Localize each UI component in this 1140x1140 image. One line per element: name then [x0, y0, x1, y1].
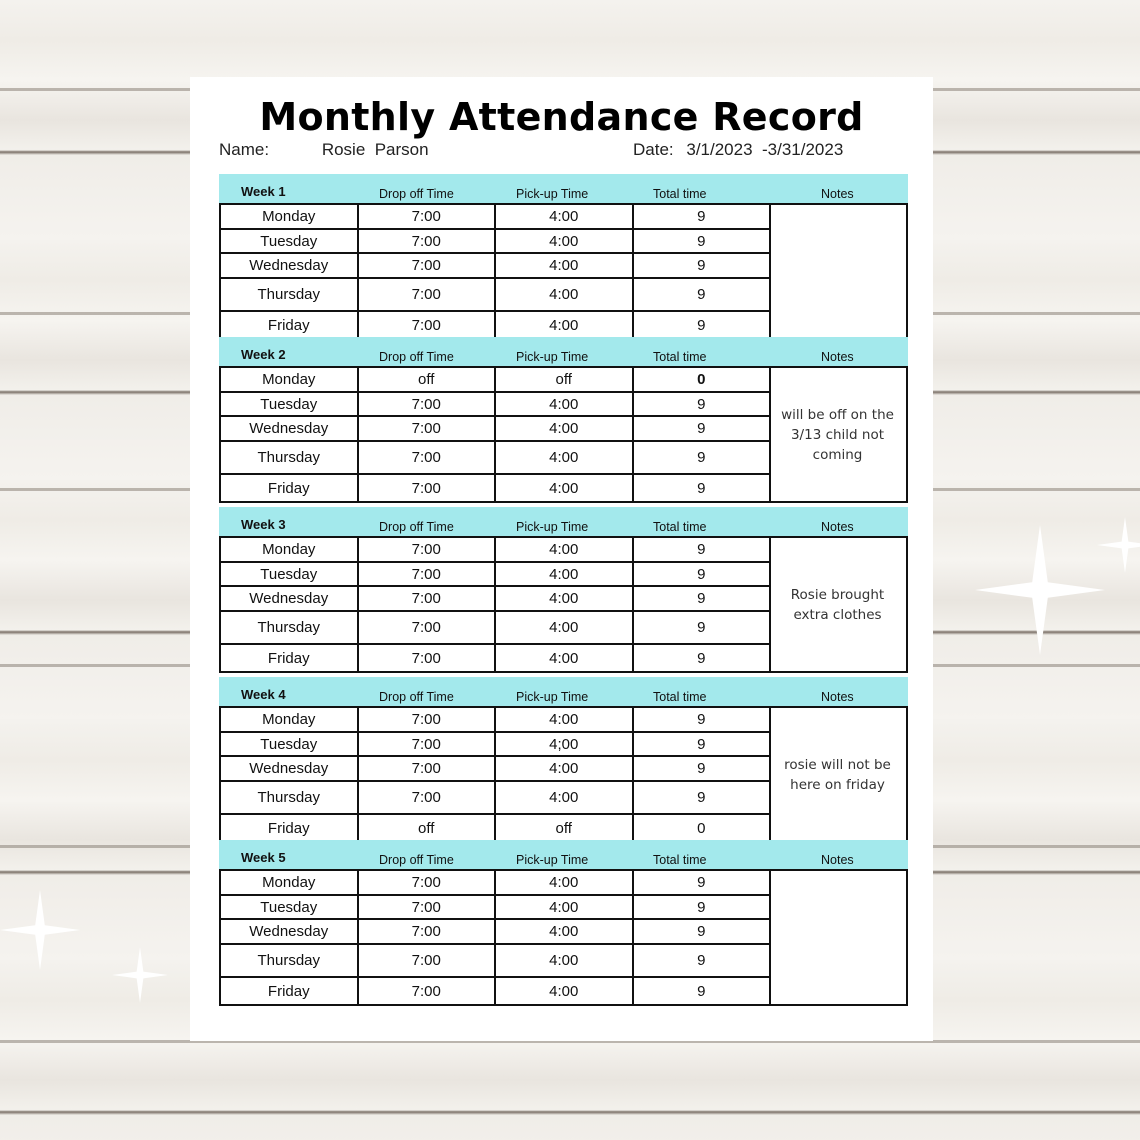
table-row [221, 645, 771, 671]
total-time-cell: 9 [634, 920, 772, 945]
total-time-cell: 9 [634, 312, 772, 338]
table-row [221, 757, 771, 782]
table-row [221, 815, 771, 841]
col-header-pick-up: Pick-up Time [516, 690, 589, 704]
table-row [221, 205, 771, 230]
pick-up-cell: 4:00 [496, 538, 634, 563]
drop-off-cell: 7:00 [359, 733, 497, 757]
col-header-notes: Notes [821, 350, 854, 364]
table-row [221, 563, 771, 587]
date-line [633, 140, 843, 160]
day-cell: Wednesday [221, 417, 359, 442]
pick-up-cell: 4:00 [496, 279, 634, 312]
col-header-total: Total time [653, 853, 707, 867]
total-time-cell: 9 [634, 645, 772, 671]
pick-up-cell: off [496, 815, 634, 841]
pick-up-cell: 4:00 [496, 417, 634, 442]
drop-off-cell: 7:00 [359, 757, 497, 782]
week-section [219, 840, 908, 1006]
notes-cell [769, 205, 906, 338]
week-section [219, 174, 908, 340]
col-header-drop-off: Drop off Time [379, 520, 454, 534]
table-row [221, 708, 771, 733]
attendance-sheet [190, 77, 933, 1041]
drop-off-cell: 7:00 [359, 312, 497, 338]
drop-off-cell: 7:00 [359, 442, 497, 475]
table-row [221, 920, 771, 945]
day-cell: Thursday [221, 279, 359, 312]
table-row [221, 612, 771, 645]
week-label: Week 2 [241, 347, 286, 362]
day-cell: Thursday [221, 782, 359, 815]
total-time-cell: 0 [634, 815, 772, 841]
drop-off-cell: 7:00 [359, 587, 497, 612]
day-cell: Monday [221, 538, 359, 563]
week-label: Week 5 [241, 850, 286, 865]
week-table [219, 706, 908, 843]
total-time-cell: 9 [634, 563, 772, 587]
week-header [219, 174, 908, 203]
drop-off-cell: 7:00 [359, 563, 497, 587]
total-time-cell: 9 [634, 587, 772, 612]
week-header [219, 677, 908, 706]
pick-up-cell: 4:00 [496, 782, 634, 815]
pick-up-cell: 4:00 [496, 475, 634, 501]
drop-off-cell: 7:00 [359, 978, 497, 1004]
week-section [219, 337, 908, 503]
drop-off-cell: 7:00 [359, 612, 497, 645]
col-header-pick-up: Pick-up Time [516, 187, 589, 201]
col-header-drop-off: Drop off Time [379, 690, 454, 704]
drop-off-cell: 7:00 [359, 279, 497, 312]
day-cell: Thursday [221, 945, 359, 978]
total-time-cell: 9 [634, 417, 772, 442]
pick-up-cell: off [496, 368, 634, 393]
total-time-cell: 9 [634, 230, 772, 254]
pick-up-cell: 4:00 [496, 563, 634, 587]
col-header-notes: Notes [821, 853, 854, 867]
day-cell: Monday [221, 871, 359, 896]
pick-up-cell: 4:00 [496, 645, 634, 671]
drop-off-cell: 7:00 [359, 230, 497, 254]
col-header-notes: Notes [821, 690, 854, 704]
pick-up-cell: 4:00 [496, 757, 634, 782]
col-header-notes: Notes [821, 187, 854, 201]
drop-off-cell: 7:00 [359, 708, 497, 733]
total-time-cell: 9 [634, 782, 772, 815]
notes-cell: will be off on the 3/13 child not coming [781, 406, 894, 463]
pick-up-cell: 4:00 [496, 871, 634, 896]
col-header-total: Total time [653, 187, 707, 201]
week-header [219, 337, 908, 366]
pick-up-cell: 4:00 [496, 945, 634, 978]
week-table [219, 869, 908, 1006]
notes-cell: Rosie brought extra clothes [790, 586, 885, 623]
week-section [219, 507, 908, 673]
day-cell: Tuesday [221, 563, 359, 587]
pick-up-cell: 4:00 [496, 442, 634, 475]
table-row [221, 945, 771, 978]
total-time-cell: 9 [634, 896, 772, 920]
total-time-cell: 9 [634, 393, 772, 417]
total-time-cell: 9 [634, 871, 772, 896]
table-row [221, 254, 771, 279]
col-header-total: Total time [653, 690, 707, 704]
table-row [221, 782, 771, 815]
col-header-notes: Notes [821, 520, 854, 534]
pick-up-cell: 4:00 [496, 393, 634, 417]
table-row [221, 312, 771, 338]
day-cell: Tuesday [221, 393, 359, 417]
col-header-drop-off: Drop off Time [379, 853, 454, 867]
table-row [221, 230, 771, 254]
col-header-pick-up: Pick-up Time [516, 853, 589, 867]
pick-up-cell: 4:00 [496, 205, 634, 230]
pick-up-cell: 4:00 [496, 612, 634, 645]
total-time-cell: 9 [634, 205, 772, 230]
day-cell: Tuesday [221, 733, 359, 757]
table-row [221, 978, 771, 1004]
page-title: Monthly Attendance Record [259, 95, 864, 139]
drop-off-cell: 7:00 [359, 393, 497, 417]
date-value: 3/1/2023 -3/31/2023 [686, 140, 844, 159]
table-row [221, 279, 771, 312]
drop-off-cell: 7:00 [359, 475, 497, 501]
table-row [221, 442, 771, 475]
day-cell: Thursday [221, 612, 359, 645]
table-row [221, 896, 771, 920]
drop-off-cell: 7:00 [359, 538, 497, 563]
table-row [221, 417, 771, 442]
week-label: Week 3 [241, 517, 286, 532]
week-label: Week 1 [241, 184, 286, 199]
total-time-cell: 9 [634, 279, 772, 312]
pick-up-cell: 4;00 [496, 733, 634, 757]
total-time-cell: 9 [634, 757, 772, 782]
week-header [219, 840, 908, 869]
total-time-cell: 9 [634, 612, 772, 645]
pick-up-cell: 4:00 [496, 978, 634, 1004]
drop-off-cell: 7:00 [359, 896, 497, 920]
day-cell: Wednesday [221, 757, 359, 782]
table-row [221, 393, 771, 417]
pick-up-cell: 4:00 [496, 920, 634, 945]
week-label: Week 4 [241, 687, 286, 702]
name-line [219, 140, 429, 160]
col-header-total: Total time [653, 520, 707, 534]
total-time-cell: 9 [634, 475, 772, 501]
pick-up-cell: 4:00 [496, 230, 634, 254]
drop-off-cell: 7:00 [359, 254, 497, 279]
total-time-cell: 9 [634, 708, 772, 733]
pick-up-cell: 4:00 [496, 312, 634, 338]
drop-off-cell: off [359, 368, 497, 393]
total-time-cell: 9 [634, 538, 772, 563]
day-cell: Tuesday [221, 896, 359, 920]
drop-off-cell: 7:00 [359, 945, 497, 978]
day-cell: Friday [221, 475, 359, 501]
total-time-cell: 9 [634, 945, 772, 978]
table-row [221, 587, 771, 612]
drop-off-cell: 7:00 [359, 782, 497, 815]
day-cell: Wednesday [221, 254, 359, 279]
pick-up-cell: 4:00 [496, 587, 634, 612]
total-time-cell: 9 [634, 978, 772, 1004]
col-header-drop-off: Drop off Time [379, 350, 454, 364]
drop-off-cell: 7:00 [359, 920, 497, 945]
pick-up-cell: 4:00 [496, 896, 634, 920]
table-row [221, 733, 771, 757]
total-time-cell: 9 [634, 733, 772, 757]
day-cell: Monday [221, 205, 359, 230]
week-section [219, 677, 908, 843]
day-cell: Thursday [221, 442, 359, 475]
week-header [219, 507, 908, 536]
pick-up-cell: 4:00 [496, 254, 634, 279]
total-time-cell: 9 [634, 442, 772, 475]
week-table [219, 366, 908, 503]
name-value: Rosie Parson [321, 140, 429, 159]
week-table [219, 203, 908, 340]
day-cell: Monday [221, 708, 359, 733]
notes-cell: rosie will not be here on friday [784, 756, 891, 793]
drop-off-cell: 7:00 [359, 205, 497, 230]
col-header-pick-up: Pick-up Time [516, 350, 589, 364]
day-cell: Friday [221, 312, 359, 338]
drop-off-cell: 7:00 [359, 417, 497, 442]
day-cell: Monday [221, 368, 359, 393]
col-header-drop-off: Drop off Time [379, 187, 454, 201]
total-time-cell: 0 [634, 368, 772, 393]
col-header-total: Total time [653, 350, 707, 364]
drop-off-cell: 7:00 [359, 871, 497, 896]
table-row [221, 475, 771, 501]
table-row [221, 871, 771, 896]
col-header-pick-up: Pick-up Time [516, 520, 589, 534]
date-label: Date: [633, 140, 674, 159]
total-time-cell: 9 [634, 254, 772, 279]
day-cell: Wednesday [221, 587, 359, 612]
day-cell: Friday [221, 978, 359, 1004]
pick-up-cell: 4:00 [496, 708, 634, 733]
notes-cell [769, 871, 906, 1004]
week-table [219, 536, 908, 673]
table-row [221, 538, 771, 563]
day-cell: Friday [221, 815, 359, 841]
drop-off-cell: 7:00 [359, 645, 497, 671]
table-row [221, 368, 771, 393]
name-label: Name: [219, 140, 270, 159]
day-cell: Friday [221, 645, 359, 671]
drop-off-cell: off [359, 815, 497, 841]
day-cell: Wednesday [221, 920, 359, 945]
day-cell: Tuesday [221, 230, 359, 254]
